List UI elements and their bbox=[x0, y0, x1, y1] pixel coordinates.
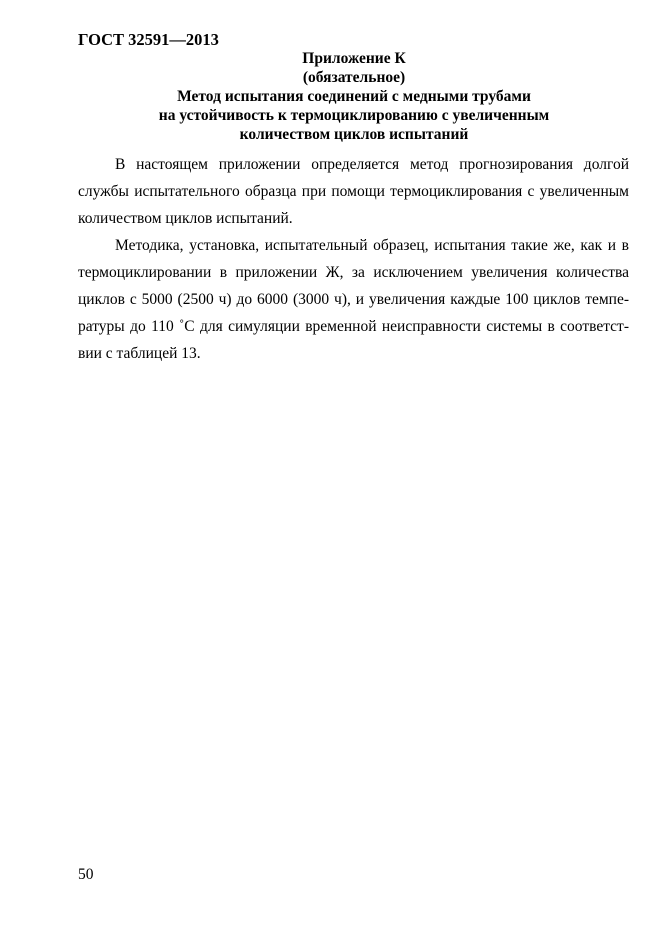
paragraph bbox=[78, 151, 629, 232]
standard-code: ГОСТ 32591—2013 bbox=[78, 30, 219, 49]
paragraph-line: Методика, установка, испытательный образец, испытания такие же, как и в bbox=[115, 237, 629, 254]
body-text bbox=[78, 151, 629, 367]
appendix-status: (обязательное) bbox=[302, 69, 406, 86]
paragraph bbox=[78, 232, 629, 367]
appendix-title-line: Метод испытания соединений с медными трубами bbox=[177, 88, 531, 105]
appendix-title bbox=[78, 87, 630, 144]
page-number: 50 bbox=[78, 866, 94, 883]
appendix-title-line: на устойчивость к термоциклированию с увеличенным bbox=[158, 107, 550, 124]
appendix-label: Приложение К bbox=[302, 50, 406, 67]
paragraph-line: службы испытательного образца при помощи термоциклирования с увеличенным bbox=[78, 183, 629, 200]
paragraph-line: циклов с 5000 (2500 ч) до 6000 (3000 ч), и увеличения каждые 100 циклов темпе- bbox=[78, 291, 629, 308]
paragraph-line: ратуры до 110 ˚С для симуляции временной неисправности системы в соответст- bbox=[78, 318, 629, 335]
appendix-heading bbox=[78, 49, 630, 144]
appendix-title-line: количеством циклов испытаний bbox=[239, 126, 469, 143]
paragraph-line: вии с таблицей 13. bbox=[78, 345, 201, 362]
paragraph-line: термоциклировании в приложении Ж, за исключением увеличения количества bbox=[78, 264, 629, 281]
paragraph-line: количеством циклов испытаний. bbox=[78, 210, 293, 227]
paragraph-line: В настоящем приложении определяется метод прогнозирования долгой bbox=[115, 156, 629, 173]
